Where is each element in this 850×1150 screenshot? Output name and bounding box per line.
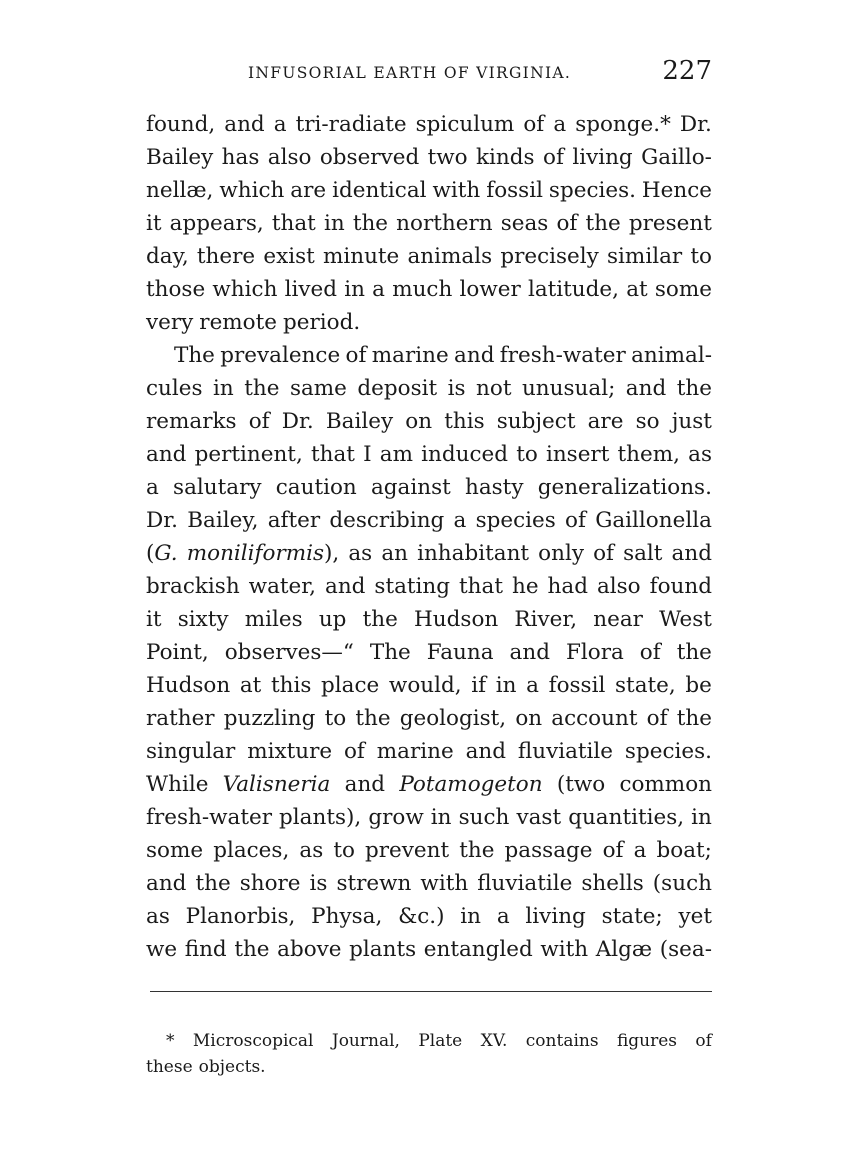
word: state, (615, 673, 676, 698)
word: at (626, 277, 648, 302)
word: (two (556, 772, 606, 797)
text-line (146, 207, 712, 240)
word: period. (283, 310, 361, 335)
word: also (596, 574, 641, 599)
word: is (309, 871, 328, 896)
word: which (212, 277, 278, 302)
word: these (146, 1057, 193, 1077)
word: species. (624, 739, 712, 764)
word: unusual; (521, 376, 616, 401)
text-line (146, 669, 712, 702)
word: the (244, 376, 280, 401)
word: and (146, 442, 187, 467)
word: lower (459, 277, 521, 302)
word: brackish (146, 574, 240, 599)
text-line (146, 504, 712, 537)
word: Point, (146, 640, 209, 665)
word: would, (388, 673, 462, 698)
word: the (362, 607, 398, 632)
word: objects. (198, 1057, 266, 1077)
running-head (146, 56, 712, 92)
word: subject (496, 409, 576, 434)
word: that (459, 574, 503, 599)
word: generalizations. (537, 475, 712, 500)
word: stating (374, 574, 451, 599)
word: of (556, 211, 578, 236)
footnote-rule (150, 991, 712, 992)
word: in (213, 376, 234, 401)
word: salt (623, 541, 663, 566)
word: some (146, 838, 204, 863)
word: singular (146, 739, 236, 764)
word: of (543, 145, 564, 170)
word: some (654, 277, 712, 302)
word: induced (421, 442, 509, 467)
word: (sea- (659, 937, 712, 962)
word: and (146, 871, 187, 896)
text-line (146, 537, 712, 570)
word: the (355, 706, 391, 731)
word: prevalence (220, 343, 341, 368)
word: are (290, 178, 327, 203)
word: in (344, 277, 365, 302)
word: the (195, 871, 231, 896)
word: lived (284, 277, 338, 302)
word: Dr. (281, 409, 314, 434)
word: present (628, 211, 712, 236)
word: as (146, 904, 170, 929)
word: marine (376, 739, 454, 764)
word: be (685, 673, 712, 698)
word: and (325, 574, 366, 599)
word: a (526, 673, 539, 698)
word: two (427, 145, 468, 170)
word: fossil (486, 178, 543, 203)
word: salutary (173, 475, 262, 500)
word: just (671, 409, 712, 434)
text-line (146, 108, 712, 141)
word: plants), (279, 805, 362, 830)
word: mixture (247, 739, 333, 764)
word: that (271, 211, 316, 236)
word: nellæ, (146, 178, 214, 203)
word: entangled (423, 937, 533, 962)
word: hasty (464, 475, 524, 500)
word: pertinent, (194, 442, 303, 467)
word: same (289, 376, 347, 401)
word: inhabitant (417, 541, 530, 566)
word: has (221, 145, 260, 170)
word: of (602, 838, 624, 863)
word: on (515, 706, 543, 731)
word: a (453, 508, 467, 533)
word: is (447, 376, 466, 401)
word: insert (545, 442, 610, 467)
word: in (495, 673, 517, 698)
word: with (540, 937, 589, 962)
footnote-line (146, 1028, 712, 1054)
word: fresh-water (146, 805, 272, 830)
word: Bailey, (187, 508, 259, 533)
word: strewn (336, 871, 412, 896)
word: in (323, 211, 345, 236)
word: remarks (146, 409, 237, 434)
word: as (348, 541, 373, 566)
word: which (219, 178, 285, 203)
text-line (146, 603, 712, 636)
word: and (454, 343, 495, 368)
word: them, (617, 442, 680, 467)
word: puzzling (223, 706, 316, 731)
word: similar (607, 244, 683, 269)
word: a (496, 904, 510, 929)
word: of (565, 508, 586, 533)
word: in (460, 904, 482, 929)
text-line (146, 636, 712, 669)
body-text (146, 108, 712, 966)
word: of (593, 541, 614, 566)
word: very (146, 310, 194, 335)
word: animals (407, 244, 493, 269)
text-line (146, 570, 712, 603)
word: and (509, 640, 550, 665)
word: found, (146, 112, 216, 137)
word: * (166, 1031, 175, 1051)
text-line (146, 405, 712, 438)
word: Physa, (311, 904, 383, 929)
word: the (676, 640, 712, 665)
word: Flora (565, 640, 624, 665)
word: deposit (357, 376, 438, 401)
word: (G. (146, 541, 178, 566)
text-line (146, 471, 712, 504)
word: of (646, 706, 668, 731)
word: Journal, (331, 1031, 400, 1051)
word: species (475, 508, 556, 533)
word: While (146, 772, 209, 797)
word: to (690, 244, 712, 269)
word: of (343, 739, 365, 764)
word: caution (275, 475, 357, 500)
word: of (639, 640, 661, 665)
word: spiculum (415, 112, 515, 137)
word: prevent (365, 838, 450, 863)
word: I (363, 442, 372, 467)
word: and (344, 772, 386, 797)
word: exist (263, 244, 315, 269)
word: Plate (418, 1031, 463, 1051)
word: Gaillonella (595, 508, 712, 533)
word: living (572, 145, 633, 170)
word: Gaillo- (641, 145, 712, 170)
word: rather (146, 706, 215, 731)
word: passage (504, 838, 593, 863)
page-number: 227 (662, 56, 712, 86)
word: with (420, 871, 469, 896)
word: places, (213, 838, 290, 863)
word: and (465, 739, 507, 764)
word: fluviatile (477, 871, 573, 896)
word: we (146, 937, 178, 962)
word: precisely (500, 244, 599, 269)
text-line (146, 702, 712, 735)
word: boat; (656, 838, 712, 863)
word: not (476, 376, 512, 401)
word: fluviatile (517, 739, 614, 764)
word: to (333, 838, 355, 863)
word: species. (548, 178, 636, 203)
word: also (267, 145, 312, 170)
word: contains (525, 1031, 599, 1051)
word: after (267, 508, 321, 533)
word: to (516, 442, 538, 467)
word: with (432, 178, 481, 203)
word: Potamogeton (399, 772, 543, 797)
word: plants (349, 937, 417, 962)
word: remote (199, 310, 277, 335)
word: &c.) (398, 904, 445, 929)
word: cules (146, 376, 203, 401)
text-line (146, 438, 712, 471)
word: kinds (476, 145, 535, 170)
word: such (458, 805, 510, 830)
word: fresh-water (499, 343, 626, 368)
word: and (625, 376, 667, 401)
word: Dr. (679, 112, 712, 137)
word: sixty (177, 607, 229, 632)
word: River, (514, 607, 578, 632)
text-line (146, 273, 712, 306)
word: there (196, 244, 256, 269)
word: The (369, 640, 411, 665)
word: shore (239, 871, 301, 896)
word: moniliformis), (186, 541, 340, 566)
word: of (248, 409, 270, 434)
word: Bailey (146, 145, 214, 170)
word: miles (244, 607, 303, 632)
word: tri-radiate (295, 112, 407, 137)
word: if (471, 673, 487, 698)
word: geologist, (399, 706, 507, 731)
word: of (695, 1031, 712, 1051)
text-line (146, 933, 712, 966)
text-line (146, 339, 712, 372)
word: seas (500, 211, 549, 236)
word: this (444, 409, 485, 434)
word: in (430, 805, 452, 830)
word: the (234, 937, 270, 962)
word: the (676, 706, 712, 731)
text-line (146, 735, 712, 768)
word: Valisneria (222, 772, 331, 797)
word: observes—“ (224, 640, 354, 665)
word: near (593, 607, 643, 632)
word: of (523, 112, 545, 137)
text-line (146, 240, 712, 273)
word: above (277, 937, 342, 962)
word: place (321, 673, 380, 698)
word: the (585, 211, 621, 236)
word: identical (332, 178, 427, 203)
word: minute (322, 244, 400, 269)
word: sponge.* (575, 112, 671, 137)
word: a (553, 112, 567, 137)
word: found (649, 574, 712, 599)
word: Hence (641, 178, 712, 203)
word: up (318, 607, 347, 632)
word: much (392, 277, 453, 302)
text-line (146, 900, 712, 933)
word: animal- (631, 343, 712, 368)
word: living (525, 904, 586, 929)
word: had (547, 574, 588, 599)
word: are (587, 409, 624, 434)
word: common (619, 772, 712, 797)
text-line (146, 768, 712, 801)
word: latitude, (527, 277, 619, 302)
word: Bailey (325, 409, 394, 434)
word: it (146, 211, 162, 236)
word: Algæ (595, 937, 653, 962)
text-line (146, 834, 712, 867)
word: a (633, 838, 647, 863)
word: a (273, 112, 287, 137)
word: day, (146, 244, 189, 269)
word: yet (678, 904, 712, 929)
word: this (270, 673, 312, 698)
word: the (459, 838, 495, 863)
word: am (379, 442, 413, 467)
word: a (146, 475, 159, 500)
word: marine (371, 343, 449, 368)
text-line (146, 801, 712, 834)
word: Planorbis, (185, 904, 296, 929)
word: in (691, 805, 712, 830)
word: fossil (548, 673, 606, 698)
word: as (688, 442, 712, 467)
word: West (659, 607, 712, 632)
word: it (146, 607, 162, 632)
word: those (146, 277, 206, 302)
word: account (551, 706, 638, 731)
word: appears, (169, 211, 264, 236)
word: of (345, 343, 367, 368)
word: so (635, 409, 660, 434)
word: vast (516, 805, 562, 830)
word: and (671, 541, 712, 566)
word: only (538, 541, 584, 566)
word: as (299, 838, 324, 863)
text-line (146, 306, 712, 339)
word: at (239, 673, 262, 698)
word: observed (319, 145, 420, 170)
word: that (310, 442, 355, 467)
word: against (370, 475, 451, 500)
word: on (405, 409, 433, 434)
text-line (146, 867, 712, 900)
running-title: INFUSORIAL EARTH OF VIRGINIA. (248, 64, 572, 82)
text-line (146, 141, 712, 174)
word: Hudson (414, 607, 499, 632)
word: to (324, 706, 347, 731)
text-line (146, 174, 712, 207)
word: figures (616, 1031, 678, 1051)
word: describing (329, 508, 445, 533)
word: state; (601, 904, 663, 929)
word: the (676, 376, 712, 401)
footnote-line (146, 1054, 712, 1080)
word: he (511, 574, 539, 599)
word: and (224, 112, 265, 137)
word: grow (368, 805, 424, 830)
word: water, (248, 574, 317, 599)
word: the (352, 211, 389, 236)
word: find (184, 937, 227, 962)
word: Dr. (146, 508, 178, 533)
word: Hudson (146, 673, 231, 698)
word: Microscopical (192, 1031, 314, 1051)
word: northern (396, 211, 493, 236)
word: XV. (480, 1031, 508, 1051)
footnote (146, 1028, 712, 1080)
word: The (174, 343, 215, 368)
word: Fauna (426, 640, 494, 665)
word: shells (581, 871, 644, 896)
word: quantities, (568, 805, 685, 830)
word: (such (652, 871, 712, 896)
word: a (372, 277, 385, 302)
text-line (146, 372, 712, 405)
word: an (381, 541, 408, 566)
